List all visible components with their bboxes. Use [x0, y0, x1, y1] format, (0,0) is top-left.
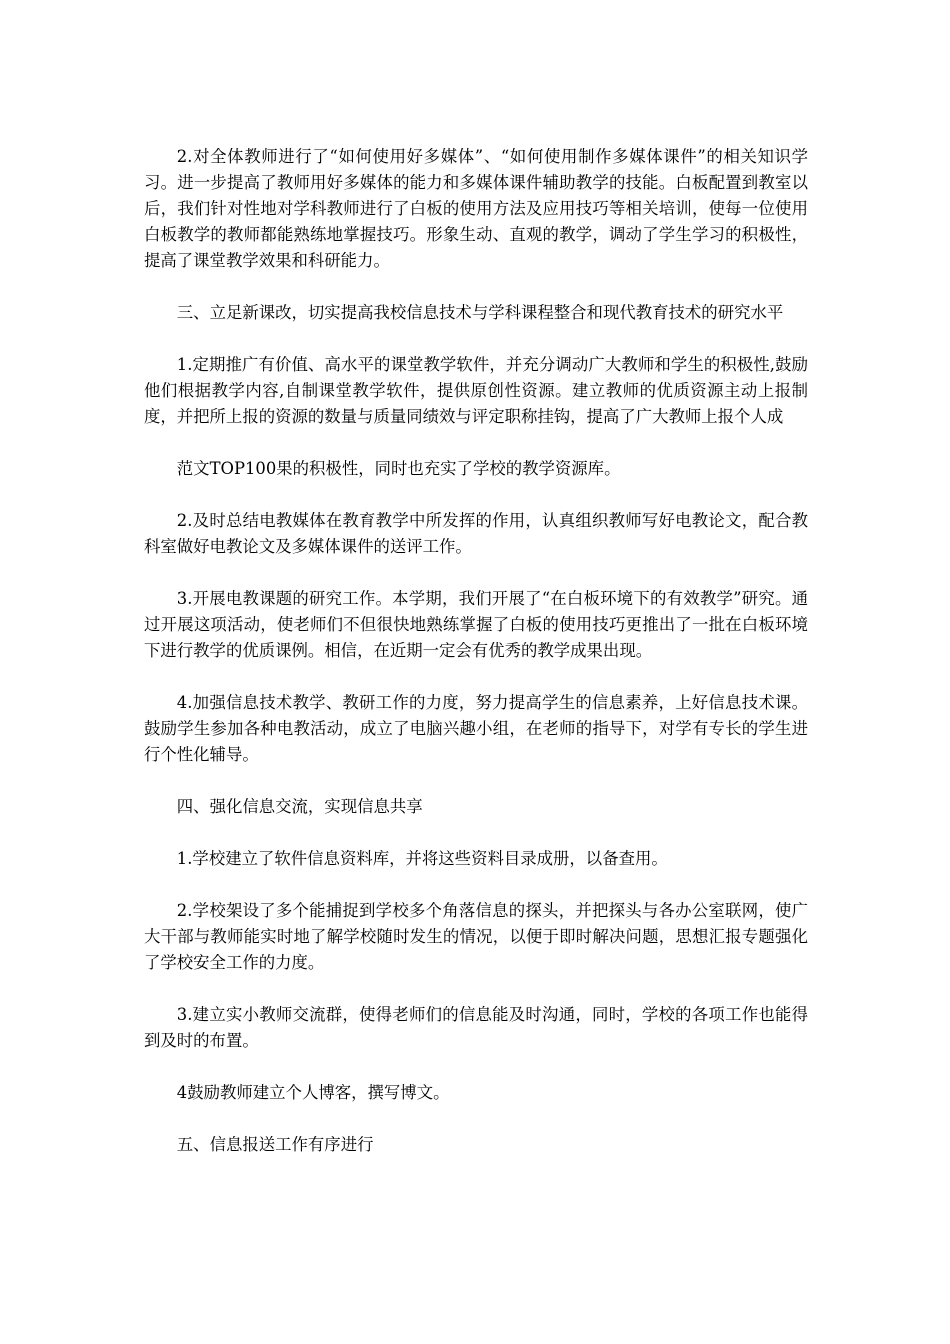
paragraph-cameras: 2.学校架设了多个能捕捉到学校多个角落信息的探头，并把探头与各办公室联网，使广大干部与教师能实时地了解学校随时发生的情况，以便于即时解决问题，思想汇报专题强化了学校安全工作的力度。: [144, 901, 808, 972]
document-body: [144, 144, 808, 1184]
section-heading-5: 五、信息报送工作有序进行: [176, 1135, 374, 1154]
paragraph-teaching-software: 1.定期推广有价值、高水平的课堂教学软件，并充分调动广大教师和学生的积极性,鼓励他们根据教学内容,自制课堂教学软件，提供原创性资源。建立教师的优质资源主动上报制度，并把所上报的资源的数量与质量同绩效与评定职称挂钩，提高了广大教师上报个人成: [144, 355, 808, 426]
paragraph-software-database: 1.学校建立了软件信息资料库，并将这些资料目录成册，以备查用。: [176, 849, 668, 868]
paragraph-it-teaching: 4.加强信息技术教学、教研工作的力度，努力提高学生的信息素养，上好信息技术课。鼓励学生参加各种电教活动，成立了电脑兴趣小组，在老师的指导下，对学有专长的学生进行个性化辅导。: [144, 693, 808, 764]
paragraph-teacher-group: 3.建立实小教师交流群，使得老师们的信息能及时沟通，同时，学校的各项工作也能得到及时的布置。: [144, 1005, 808, 1050]
paragraph-resource-library: 范文TOP100果的积极性，同时也充实了学校的教学资源库。: [176, 459, 621, 478]
paragraph-media-papers: 2.及时总结电教媒体在教育教学中所发挥的作用，认真组织教师写好电教论文，配合教科室做好电教论文及多媒体课件的送评工作。: [144, 511, 808, 556]
section-heading-3: 三、立足新课改，切实提高我校信息技术与学科课程整合和现代教育技术的研究水平: [176, 303, 784, 322]
section-heading-4: 四、强化信息交流，实现信息共享: [176, 797, 423, 816]
paragraph-blogs: 4鼓励教师建立个人博客，撰写博文。: [176, 1083, 450, 1102]
paragraph-research-project: 3.开展电教课题的研究工作。本学期，我们开展了“在白板环境下的有效教学”研究。通过开展这项活动，使老师们不但很快地熟练掌握了白板的使用技巧更推出了一批在白板环境下进行教学的优质课例。相信，在近期一定会有优秀的教学成果出现。: [144, 589, 808, 660]
paragraph-whiteboard-training: 2.对全体教师进行了“如何使用好多媒体”、“如何使用制作多媒体课件”的相关知识学习。进一步提高了教师用好多媒体的能力和多媒体课件辅助教学的技能。白板配置到教室以后，我们针对性地对学科教师进行了白板的使用方法及应用技巧等相关培训，使每一位使用白板教学的教师都能熟练地掌握技巧。形象生动、直观的教学，调动了学生学习的积极性，提高了课堂教学效果和科研能力。: [144, 147, 808, 270]
